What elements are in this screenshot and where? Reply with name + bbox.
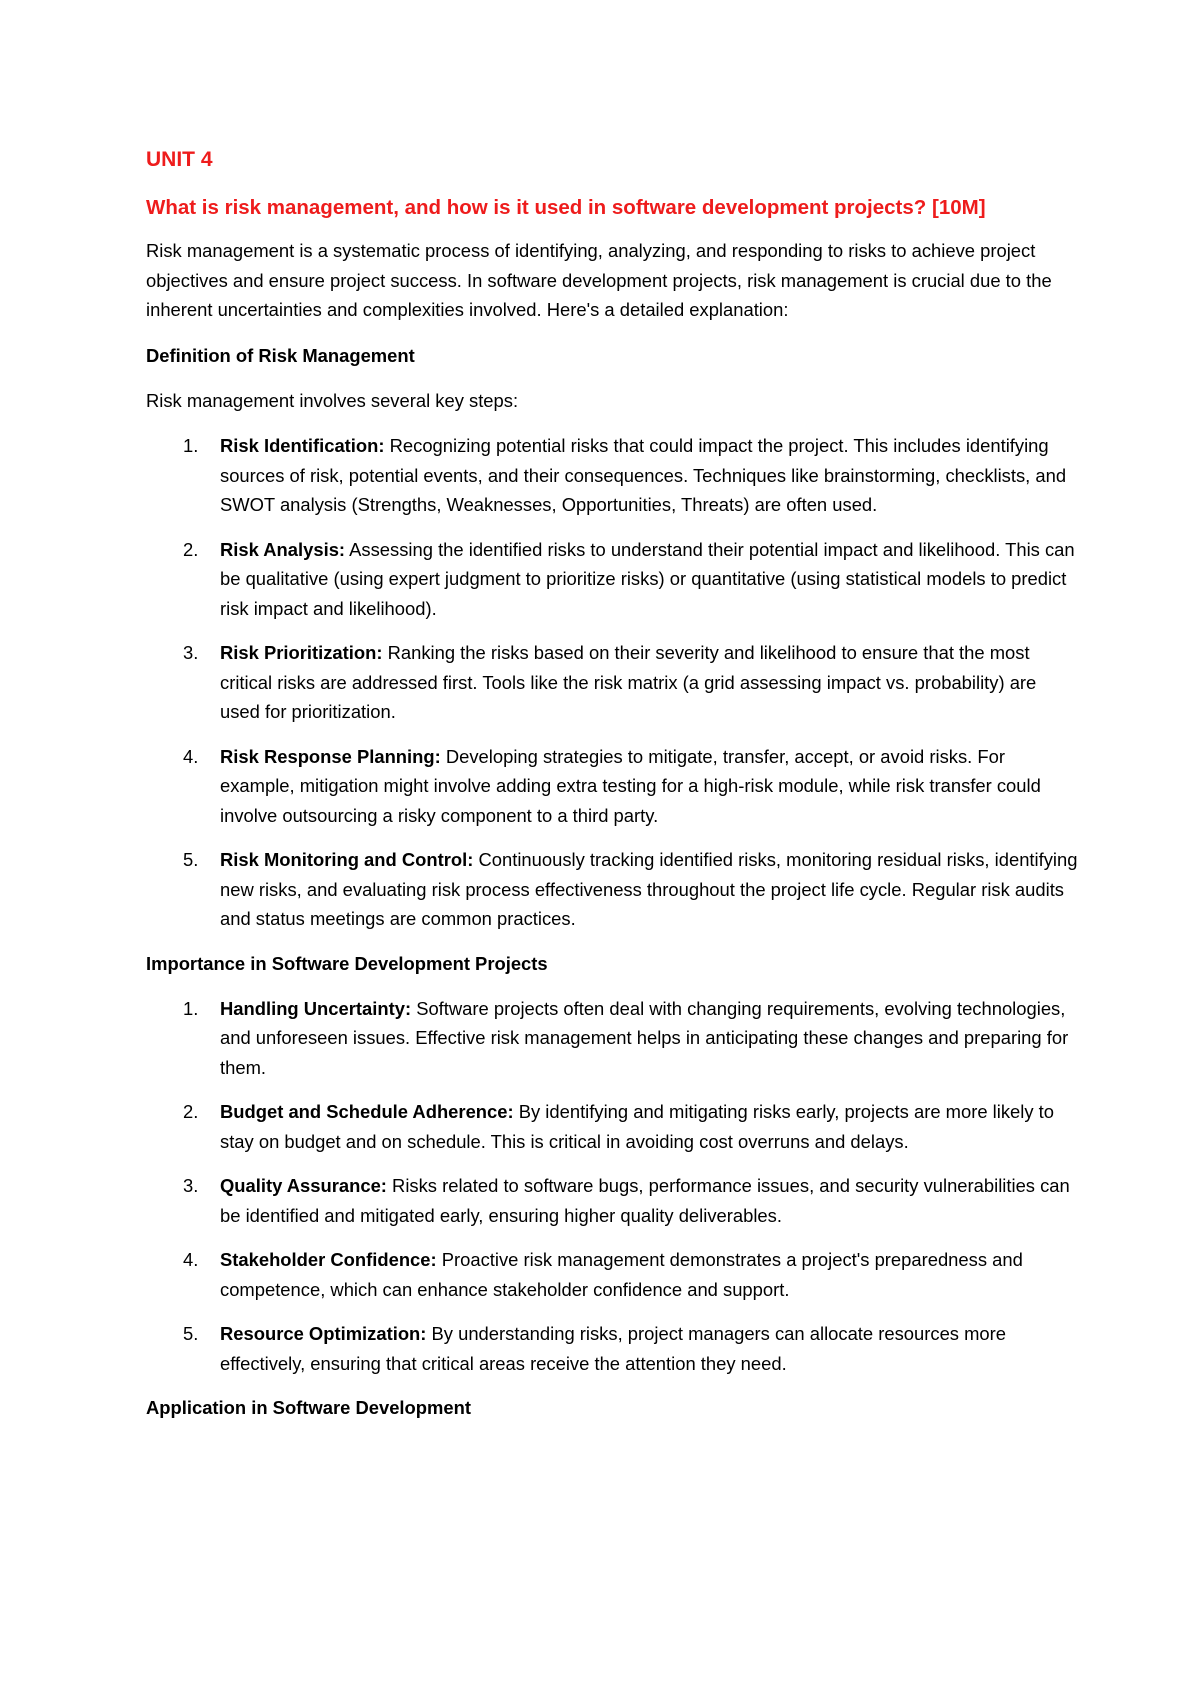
list-term: Risk Response Planning: bbox=[220, 745, 441, 767]
list-number: 3. bbox=[183, 1175, 199, 1196]
list-number: 2. bbox=[183, 1101, 199, 1122]
section-heading-definition: Definition of Risk Management bbox=[146, 344, 415, 366]
list-item bbox=[146, 638, 1080, 727]
list-text: Recognizing potential risks that could impact the project. This includes identifying sources of risk, potential events, and their consequences. Techniques like brainstorming, checklists, and SWOT analysis (Strengths, Weaknesses, Opportunities, Threats) are often used. bbox=[220, 435, 1067, 515]
list-item bbox=[146, 1245, 1080, 1304]
list-text: By identifying and mitigating risks early, projects are more likely to stay on budget and on schedule. This is critical in avoiding cost overruns and delays. bbox=[220, 1101, 1054, 1152]
list-text: Continuously tracking identified risks, monitoring residual risks, identifying new risks, and evaluating risk process effectiveness throughout the project life cycle. Regular risk audits and status meetings are common practices. bbox=[220, 849, 1078, 929]
list-item bbox=[146, 1319, 1080, 1378]
list-item bbox=[146, 535, 1080, 624]
list-number: 4. bbox=[183, 745, 199, 767]
list-item bbox=[146, 1097, 1080, 1156]
list-item bbox=[146, 994, 1080, 1083]
list-term: Quality Assurance: bbox=[220, 1175, 387, 1196]
list-text: Software projects often deal with changing requirements, evolving technologies, and unforeseen issues. Effective risk management helps in anticipating these changes and preparing for them. bbox=[220, 997, 1069, 1078]
question-heading: What is risk management, and how is it used in software development projects? [10M] bbox=[146, 196, 986, 219]
list-number: 1. bbox=[183, 997, 199, 1019]
list-term: Risk Identification: bbox=[220, 435, 385, 456]
list-number: 2. bbox=[183, 538, 199, 560]
list-term: Budget and Schedule Adherence: bbox=[220, 1101, 514, 1122]
list-text: By understanding risks, project managers can allocate resources more effectively, ensuring that critical areas receive the attention they need. bbox=[220, 1323, 1007, 1374]
list-number: 5. bbox=[183, 1323, 199, 1344]
list-number: 5. bbox=[183, 849, 199, 870]
list-term: Risk Monitoring and Control: bbox=[220, 849, 474, 870]
list-text: Ranking the risks based on their severity and likelihood to ensure that the most critical risks are addressed first. Tools like the risk matrix (a grid assessing impact vs. probability) are used for prioritization. bbox=[220, 642, 1037, 722]
list-text: Proactive risk management demonstrates a project's preparedness and competence, which can enhance stakeholder confidence and support. bbox=[220, 1249, 1023, 1300]
list-number: 1. bbox=[183, 435, 199, 456]
list-term: Resource Optimization: bbox=[220, 1323, 427, 1344]
intro-paragraph: Risk management is a systematic process of identifying, analyzing, and responding to risks to achieve project objectives and ensure project success. In software development projects, risk management is crucial due to the inherent uncertainties and complexities involved. Here's a detailed explanation: bbox=[146, 240, 1052, 320]
list-number: 4. bbox=[183, 1249, 199, 1270]
list-item bbox=[146, 431, 1080, 520]
list-number: 3. bbox=[183, 642, 199, 663]
list-text: Developing strategies to mitigate, transfer, accept, or avoid risks. For example, mitigation might involve adding extra testing for a high-risk module, while risk transfer could involve outsourcing a risky component to a third party. bbox=[220, 745, 1041, 826]
list-term: Risk Analysis: bbox=[220, 538, 346, 560]
section-heading-application: Application in Software Development bbox=[146, 1397, 471, 1418]
importance-list bbox=[146, 994, 1080, 1379]
section-heading-importance: Importance in Software Development Projects bbox=[146, 952, 548, 974]
list-item bbox=[146, 1171, 1080, 1230]
list-text: Assessing the identified risks to understand their potential impact and likelihood. This can be qualitative (using expert judgment to prioritize risks) or quantitative (using statistical models to predict risk impact and likelihood). bbox=[220, 538, 1075, 619]
list-text: Risks related to software bugs, performance issues, and security vulnerabilities can be identified and mitigated early, ensuring higher quality deliverables. bbox=[220, 1175, 1070, 1226]
unit-title: UNIT 4 bbox=[146, 148, 213, 171]
list-item bbox=[146, 845, 1080, 934]
list-term: Handling Uncertainty: bbox=[220, 997, 412, 1019]
list-term: Risk Prioritization: bbox=[220, 642, 383, 663]
risk-steps-list bbox=[146, 431, 1080, 934]
section-lead: Risk management involves several key steps: bbox=[146, 389, 519, 411]
list-term: Stakeholder Confidence: bbox=[220, 1249, 437, 1270]
list-item bbox=[146, 742, 1080, 831]
